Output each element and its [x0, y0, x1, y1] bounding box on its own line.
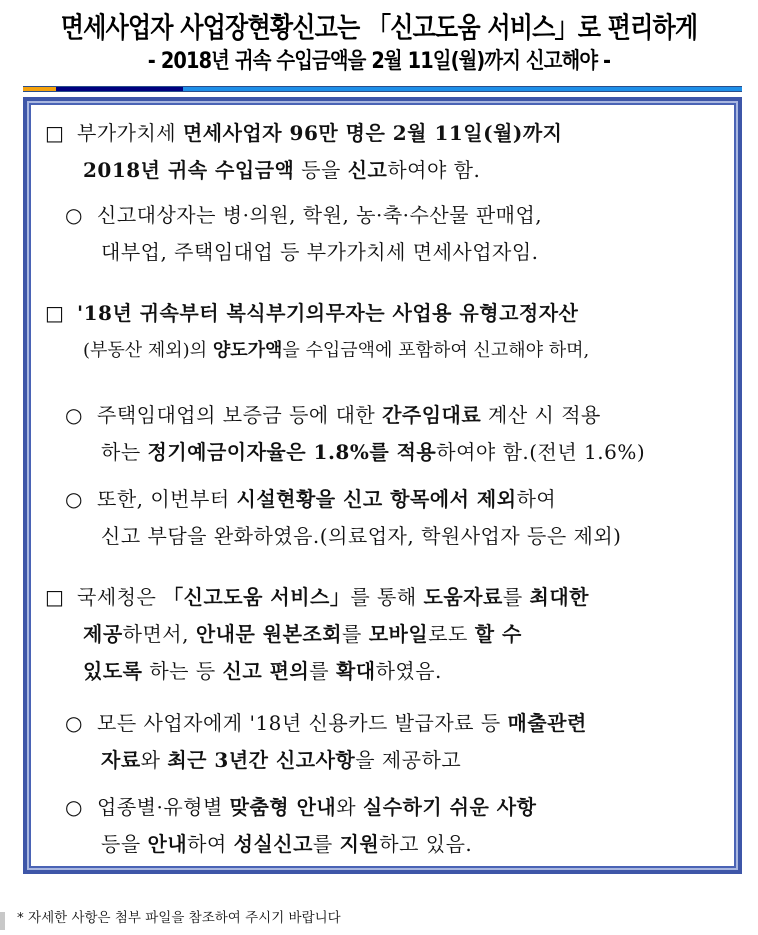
text-bold: 양도가액: [212, 340, 283, 361]
text-bold: 제공: [83, 622, 123, 646]
text-bold: 맞춤형 안내: [229, 795, 337, 819]
text-bold: 신고: [347, 158, 388, 182]
text-bold: 있도록: [83, 659, 143, 683]
page-subtitle: - 2018년 귀속 수입금액을 2월 11일(월)까지 신고해야 -: [147, 49, 611, 74]
text-bold: 할 수: [474, 622, 522, 646]
text-bold: 매출관련: [507, 711, 587, 735]
text: 모든 사업자에게 '18년 신용카드 발급자료 등: [97, 711, 508, 735]
text: 를 통해: [350, 585, 424, 609]
divider-orange-segment: [23, 87, 56, 91]
text: 등을: [294, 158, 348, 182]
text: 하여야 함.: [387, 158, 481, 182]
square-bullet-icon: □: [45, 585, 65, 609]
footer-note: * 자세한 사항은 첨부 파일을 참조하여 주시기 바랍니다: [17, 910, 341, 926]
text: 대부업, 주택임대업 등 부가가치세 면세사업자임.: [101, 240, 539, 264]
circle-bullet-icon: ○: [65, 795, 83, 819]
circle-bullet-icon: ○: [65, 487, 83, 511]
circle-bullet-icon: ○: [65, 403, 83, 427]
text: 를: [342, 622, 369, 646]
text: (부동산 제외)의: [83, 340, 213, 361]
text: 부가가치세: [77, 121, 183, 145]
text-bold: 성실신고: [233, 832, 313, 856]
text-bold: 지원: [339, 832, 380, 856]
circle-bullet-icon: ○: [65, 203, 83, 227]
text: 로도: [428, 622, 475, 646]
text: 국세청은: [77, 585, 164, 609]
text: 신고대상자는 병·의원, 학원, 농·축·수산물 판매업,: [97, 203, 543, 227]
section-2-detail-2: [45, 481, 720, 555]
text-bold: 2018년 귀속 수입금액: [83, 158, 295, 182]
edge-mark: [0, 912, 5, 930]
section-2: [45, 295, 720, 369]
text: 을 제공하고: [355, 748, 462, 772]
text-bold: 면세사업자 96만 명은 2월 11일(월)까지: [182, 121, 563, 145]
text: 등을: [101, 832, 148, 856]
text-bold: 안내문 원본조회: [195, 622, 343, 646]
text-bold: 최대한: [529, 585, 589, 609]
text: 신고 부담을 완화하였음.(의료업자, 학원사업자 등은 제외): [101, 524, 622, 548]
text-bold: 모바일: [368, 622, 429, 646]
text-bold: '18년 귀속부터 복식부기의무자는 사업용 유형고정자산: [77, 301, 579, 325]
text-bold: 정기예금이자율은 1.8%를 적용: [147, 440, 437, 464]
text: 하는: [101, 440, 148, 464]
text-bold: 도움자료: [423, 585, 503, 609]
square-bullet-icon: □: [45, 301, 65, 325]
text: 를: [309, 659, 336, 683]
section-3-detail-2: [45, 789, 720, 863]
text-bold: 신고 편의: [222, 659, 310, 683]
text: 또한, 이번부터: [97, 487, 237, 511]
text: 을 수입금액에 포함하여 신고해야 하며,: [282, 340, 590, 361]
text: 하고 있음.: [379, 832, 473, 856]
text: 하여: [516, 487, 557, 511]
text: 를: [312, 832, 340, 856]
title-divider-bar: [23, 86, 742, 92]
text: 하여: [187, 832, 234, 856]
text-bold: 간주임대료: [382, 403, 482, 427]
text: 와: [140, 748, 168, 772]
text-bold: 「신고도움 서비스」: [163, 585, 351, 609]
square-bullet-icon: □: [45, 121, 65, 145]
text-bold: 최근 3년간 신고사항: [167, 748, 356, 772]
section-1: [45, 115, 720, 189]
text: 계산 시 적용: [481, 403, 601, 427]
text: 하여야 함.(전년 1.6%): [436, 440, 646, 464]
text: 하면서,: [122, 622, 196, 646]
text-bold: 실수하기 쉬운 사항: [362, 795, 537, 819]
text: 하였음.: [375, 659, 442, 683]
text: 주택임대업의 보증금 등에 대한: [97, 403, 383, 427]
text: 와: [336, 795, 363, 819]
text-bold: 시설현황을 신고 항목에서 제외: [236, 487, 517, 511]
section-3-detail-1: [45, 705, 720, 779]
section-3: [45, 579, 720, 690]
section-1-detail: [45, 197, 720, 271]
text: 를: [502, 585, 530, 609]
section-2-detail-1: [45, 397, 720, 471]
page-title: 면세사업자 사업장현황신고는 「신고도움 서비스」로 편리하게: [60, 11, 698, 44]
circle-bullet-icon: ○: [65, 711, 83, 735]
divider-navy-segment: [56, 87, 183, 91]
summary-box: [23, 97, 742, 874]
text: 하는 등: [142, 659, 223, 683]
text-bold: 확대: [335, 659, 376, 683]
text: 업종별·유형별: [97, 795, 230, 819]
text-bold: 자료: [101, 748, 141, 772]
text-bold: 안내: [147, 832, 188, 856]
